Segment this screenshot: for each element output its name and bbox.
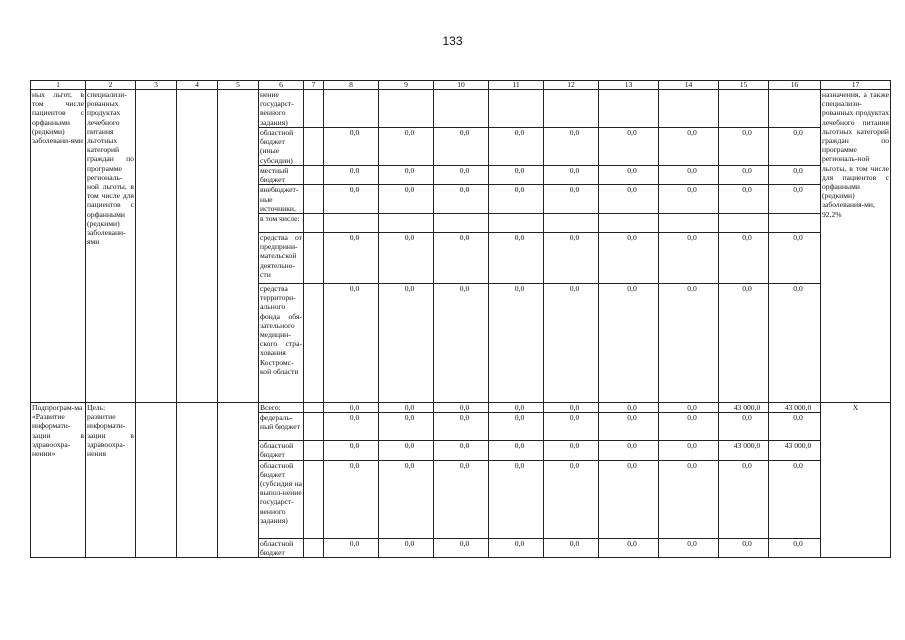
funding-value-cell: 0,0 (324, 460, 379, 538)
funding-value-cell: 0,0 (719, 284, 769, 403)
funding-value-cell: 0,0 (769, 460, 821, 538)
program-measure-cell: Подпрограм-ма «Развитие информати-зации в здравоохра-нении» (31, 403, 86, 558)
empty-cell (136, 90, 177, 403)
funding-value-cell: 0,0 (719, 233, 769, 284)
funding-value-cell: 0,0 (489, 284, 544, 403)
funding-value-cell: 43 000,0 (769, 403, 821, 413)
funding-value-cell: 0,0 (379, 185, 434, 214)
funding-value-cell: 0,0 (434, 460, 489, 538)
funding-value-cell: 0,0 (544, 233, 599, 284)
funding-value-cell: 0,0 (324, 185, 379, 214)
column-number: 17 (821, 81, 891, 90)
funding-value-cell: 0,0 (599, 166, 659, 185)
funding-value-cell (544, 90, 599, 128)
funding-value-cell (379, 90, 434, 128)
funding-value-cell: 0,0 (489, 233, 544, 284)
funding-value-cell: 0,0 (599, 441, 659, 460)
funding-value-cell: 0,0 (544, 403, 599, 413)
funding-value-cell: 0,0 (659, 441, 719, 460)
column-number: 10 (434, 81, 489, 90)
funding-source-cell: средства территори-ального фонда обя-зательного медицин-ского стра-хования Костромс-кой области (259, 284, 304, 403)
program-table-sheet (30, 80, 890, 572)
funding-value-cell: 0,0 (544, 460, 599, 538)
funding-value-cell: 0,0 (719, 413, 769, 441)
column-number: 14 (659, 81, 719, 90)
funding-value-cell: 0,0 (659, 403, 719, 413)
funding-value-cell (769, 90, 821, 128)
funding-value-cell (324, 90, 379, 128)
funding-value-cell: 0,0 (769, 284, 821, 403)
funding-value-cell: 0,0 (659, 233, 719, 284)
funding-value-cell: 0,0 (324, 128, 379, 166)
funding-value-cell: 0,0 (434, 166, 489, 185)
funding-value-cell: 0,0 (659, 538, 719, 557)
funding-value-cell: 0,0 (324, 233, 379, 284)
funding-value-cell: 43 000,0 (719, 403, 769, 413)
funding-value-cell (659, 214, 719, 233)
empty-cell (304, 413, 324, 441)
column-number: 15 (719, 81, 769, 90)
funding-value-cell: 0,0 (659, 185, 719, 214)
empty-cell (218, 90, 259, 403)
funding-value-cell: 0,0 (489, 166, 544, 185)
funding-value-cell: 0,0 (769, 128, 821, 166)
goal-task-cell: специализи-рованных продуктах лечебного питания льготных категорий граждан по программе региональ-ной льготы, в том числе для пациентов с орфанными (редкими) заболевани-ями (86, 90, 136, 403)
empty-cell (304, 128, 324, 166)
funding-source-cell: средства от предприни-мательской деятельно-сти (259, 233, 304, 284)
funding-value-cell: 0,0 (769, 185, 821, 214)
funding-source-cell: внебюджет-ные источники, (259, 185, 304, 214)
funding-value-cell (489, 90, 544, 128)
funding-value-cell: 0,0 (379, 413, 434, 441)
funding-value-cell: 0,0 (324, 166, 379, 185)
funding-value-cell: 0,0 (599, 403, 659, 413)
funding-value-cell: 0,0 (599, 413, 659, 441)
funding-value-cell: 0,0 (379, 128, 434, 166)
column-number: 11 (489, 81, 544, 90)
funding-value-cell (769, 214, 821, 233)
empty-cell (136, 403, 177, 558)
empty-cell (304, 166, 324, 185)
column-number: 1 (31, 81, 86, 90)
funding-value-cell: 0,0 (719, 460, 769, 538)
goal-task-cell: Цель: развитие информати-зации в здравоохра-нения (86, 403, 136, 558)
funding-value-cell: 0,0 (379, 233, 434, 284)
funding-value-cell: 0,0 (719, 166, 769, 185)
funding-value-cell: 0,0 (434, 441, 489, 460)
funding-value-cell: 0,0 (544, 413, 599, 441)
funding-value-cell: 0,0 (719, 538, 769, 557)
program-measure-cell: ных льгот, в том числе пациентов с орфанными (редкими) заболевани-ями (31, 90, 86, 403)
funding-value-cell: 0,0 (659, 128, 719, 166)
funding-value-cell: 0,0 (769, 413, 821, 441)
funding-value-cell: 0,0 (659, 460, 719, 538)
funding-value-cell: 0,0 (659, 284, 719, 403)
funding-value-cell: 0,0 (769, 166, 821, 185)
funding-value-cell: 0,0 (434, 538, 489, 557)
funding-value-cell: 0,0 (324, 403, 379, 413)
funding-value-cell: 0,0 (544, 128, 599, 166)
empty-cell (218, 403, 259, 558)
column-number: 2 (86, 81, 136, 90)
funding-value-cell: 0,0 (489, 185, 544, 214)
funding-value-cell: 0,0 (489, 403, 544, 413)
funding-value-cell: 0,0 (544, 538, 599, 557)
funding-source-cell: областной бюджет (259, 538, 304, 557)
funding-value-cell: 0,0 (599, 233, 659, 284)
funding-value-cell (544, 214, 599, 233)
funding-value-cell: 0,0 (719, 185, 769, 214)
empty-cell (304, 90, 324, 128)
funding-value-cell: 0,0 (659, 413, 719, 441)
funding-value-cell: 0,0 (434, 185, 489, 214)
funding-value-cell: 0,0 (379, 403, 434, 413)
indicator-cell: X (821, 403, 891, 558)
funding-value-cell: 0,0 (379, 538, 434, 557)
funding-source-cell: Всего: (259, 403, 304, 413)
empty-cell (177, 90, 218, 403)
funding-value-cell (599, 90, 659, 128)
funding-value-cell (599, 214, 659, 233)
column-number: 4 (177, 81, 218, 90)
funding-value-cell: 43 000,0 (769, 441, 821, 460)
funding-value-cell: 0,0 (489, 413, 544, 441)
funding-value-cell: 0,0 (324, 413, 379, 441)
funding-source-cell: нение государст-венного задания) (259, 90, 304, 128)
funding-value-cell: 0,0 (599, 128, 659, 166)
funding-value-cell (379, 214, 434, 233)
funding-value-cell (324, 214, 379, 233)
funding-row (31, 403, 891, 413)
column-number: 9 (379, 81, 434, 90)
funding-source-cell: областной бюджет (субсидия на выпол-нение государст-венного задания) (259, 460, 304, 538)
empty-cell (304, 284, 324, 403)
funding-row (31, 90, 891, 128)
funding-value-cell: 0,0 (544, 284, 599, 403)
funding-value-cell: 0,0 (489, 460, 544, 538)
funding-value-cell: 43 000,0 (719, 441, 769, 460)
funding-value-cell: 0,0 (489, 128, 544, 166)
funding-value-cell: 0,0 (544, 185, 599, 214)
funding-value-cell (659, 90, 719, 128)
funding-value-cell: 0,0 (544, 441, 599, 460)
funding-value-cell: 0,0 (599, 185, 659, 214)
funding-value-cell: 0,0 (769, 233, 821, 284)
column-number-row (31, 81, 891, 90)
column-number: 12 (544, 81, 599, 90)
funding-source-cell: местный бюджет (259, 166, 304, 185)
funding-value-cell: 0,0 (599, 538, 659, 557)
funding-value-cell: 0,0 (324, 284, 379, 403)
funding-value-cell: 0,0 (434, 403, 489, 413)
empty-cell (177, 403, 218, 558)
column-number: 16 (769, 81, 821, 90)
indicator-cell: назначения, а также специализи-рованных продуктах лечебного питания льготных категорий граждан по программе региональ-ной льготы, в том числе для пациентов с орфанными (редкими) заболевания-ми, 92,2% (821, 90, 891, 403)
funding-value-cell: 0,0 (659, 166, 719, 185)
funding-value-cell: 0,0 (379, 460, 434, 538)
funding-source-cell: областной бюджет (иные субсидии) (259, 128, 304, 166)
funding-value-cell: 0,0 (599, 460, 659, 538)
funding-value-cell: 0,0 (434, 233, 489, 284)
funding-value-cell: 0,0 (434, 413, 489, 441)
funding-value-cell: 0,0 (379, 284, 434, 403)
funding-value-cell: 0,0 (324, 441, 379, 460)
funding-value-cell: 0,0 (489, 538, 544, 557)
funding-value-cell (434, 214, 489, 233)
funding-value-cell: 0,0 (489, 441, 544, 460)
empty-cell (304, 403, 324, 413)
empty-cell (304, 460, 324, 538)
funding-value-cell: 0,0 (324, 538, 379, 557)
funding-value-cell (434, 90, 489, 128)
column-number: 3 (136, 81, 177, 90)
empty-cell (304, 185, 324, 214)
funding-value-cell: 0,0 (719, 128, 769, 166)
funding-value-cell: 0,0 (379, 166, 434, 185)
empty-cell (304, 214, 324, 233)
funding-value-cell: 0,0 (769, 538, 821, 557)
column-number: 13 (599, 81, 659, 90)
funding-value-cell (719, 90, 769, 128)
funding-value-cell (719, 214, 769, 233)
column-number: 6 (259, 81, 304, 90)
empty-cell (304, 538, 324, 557)
funding-value-cell: 0,0 (599, 284, 659, 403)
page-number: 133 (442, 34, 463, 48)
program-funding-table (30, 80, 891, 558)
funding-value-cell: 0,0 (434, 128, 489, 166)
empty-cell (304, 441, 324, 460)
funding-value-cell: 0,0 (434, 284, 489, 403)
column-number: 5 (218, 81, 259, 90)
empty-cell (304, 233, 324, 284)
funding-source-cell: в том числе: (259, 214, 304, 233)
column-number: 7 (304, 81, 324, 90)
funding-value-cell: 0,0 (544, 166, 599, 185)
funding-value-cell: 0,0 (379, 441, 434, 460)
funding-value-cell (489, 214, 544, 233)
column-number: 8 (324, 81, 379, 90)
funding-source-cell: федераль-ный бюджет (259, 413, 304, 441)
funding-source-cell: областной бюджет (259, 441, 304, 460)
